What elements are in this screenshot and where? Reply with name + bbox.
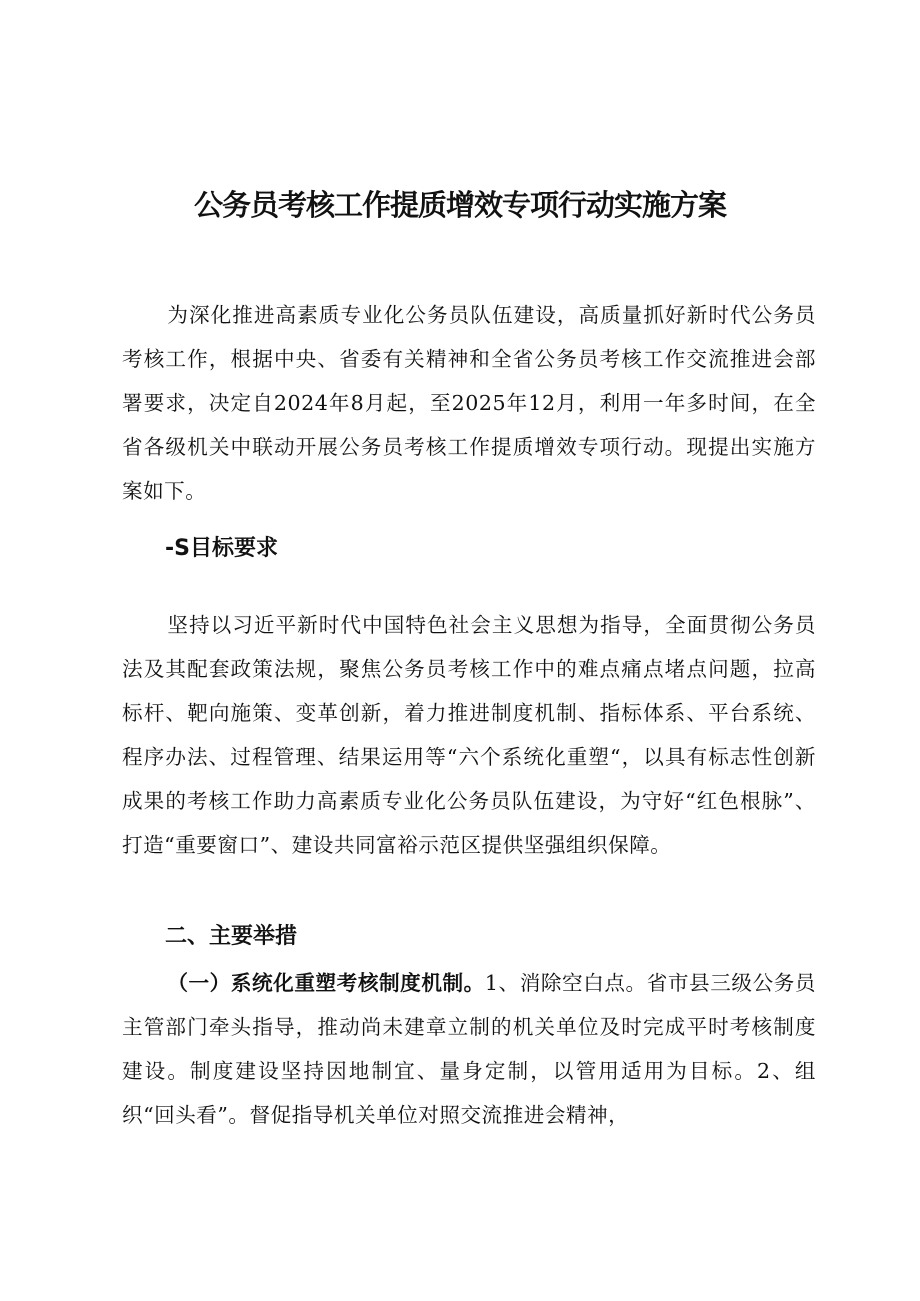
section-heading-goals: -S目标要求 <box>165 536 278 561</box>
intro-paragraph: 为深化推进高素质专业化公务员队伍建设，高质量抓好新时代公务员考核工作，根据中央、省委有关精神和全省公务员考核工作交流推进会部署要求，决定自2024年8月起，至2025年12月，利用一年多时间，在全省各级机关中联动开展公务员考核工作提质增效专项行动。现提出实施方案如下。 <box>122 303 816 503</box>
document-title: 公务员考核工作提质增效专项行动实施方案 <box>193 188 726 222</box>
measure-body: 1、消除空白点。省市县三级公务员主管部门牵头指导，推动尚未建章立制的机关单位及时完成平时考核制度建设。制度建设坚持因地制宜、量身定制，以管用适用为目标。2、组织“回头看”。督促指导机关单位对照交流推进会精神， <box>122 971 816 1127</box>
goals-paragraph: 坚持以习近平新时代中国特色社会主义思想为指导，全面贯彻公务员法及其配套政策法规，聚焦公务员考核工作中的难点痛点堵点问题，拉高标杆、靶向施策、变革创新，着力推进制度机制、指标体系、平台系统、程序办法、过程管理、结果运用等“六个系统化重塑“，以具有标志性创新成果的考核工作助力高素质专业化公务员队伍建设，为守好“红色根脉”、打造“重要窗口”、建设共同富裕示范区提供坚强组织保障。 <box>122 613 816 857</box>
measure-title: （一）系统化重塑考核制度机制。 <box>167 971 485 995</box>
measures-paragraph <box>122 961 816 1137</box>
section-heading-measures: 二、主要举措 <box>165 924 298 949</box>
